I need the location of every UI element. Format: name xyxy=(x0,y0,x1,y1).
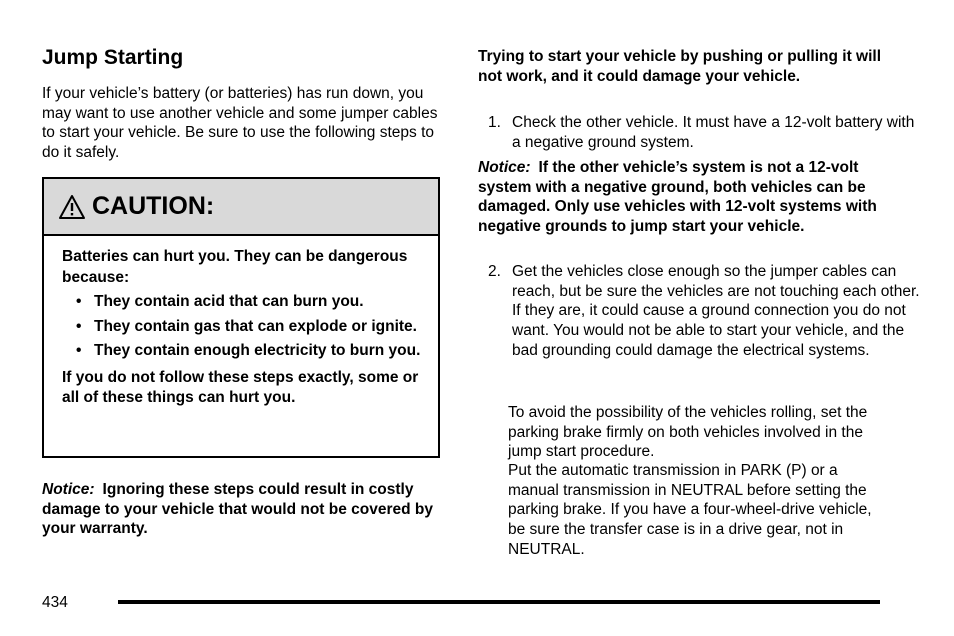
step-number: 2. xyxy=(488,263,501,280)
notice-right-text: If the other vehicle’s system is not a 12-volt system with a negative ground, both vehicles can be damaged. Only use vehicles with 12-volt systems with negative grounds to jump start your vehicle. xyxy=(478,159,877,235)
notice-left-text: Ignoring these steps could result in costly damage to your vehicle that would not be covered by your warranty. xyxy=(42,481,434,537)
footer-rule xyxy=(118,600,880,604)
caution-box xyxy=(42,177,440,458)
notice-label: Notice: xyxy=(42,481,95,498)
caution-closing: If you do not follow these steps exactly, some or all of these things can hurt you. xyxy=(62,368,419,406)
caution-header xyxy=(44,179,438,236)
bullet-icon: • xyxy=(76,342,82,359)
warning-triangle-icon xyxy=(58,194,86,220)
step-2 xyxy=(478,262,922,361)
caution-bullet: • They contain acid that can burn you. xyxy=(62,292,438,313)
caution-bullet: • They contain enough electricity to burn you. xyxy=(62,341,438,362)
caution-bullet-list xyxy=(62,292,438,362)
caution-lead: Batteries can hurt you. They can be dangerous because: xyxy=(62,248,408,286)
notice-left xyxy=(42,480,442,539)
step-2-text: Get the vehicles close enough so the jumper cables can reach, but be sure the vehicles are not touching each other. If they are, it could cause a ground connection you do not want. You would not be able to start your vehicle, and the bad grounding could damage the electrical systems. xyxy=(512,263,920,359)
page-number: 434 xyxy=(42,594,68,611)
notice-label: Notice: xyxy=(478,159,531,176)
push-start-warning: Trying to start your vehicle by pushing or pulling it will not work, and it could damage your vehicle. xyxy=(478,48,882,85)
intro-paragraph: If your vehicle’s battery (or batteries) has run down, you may want to use another vehicle and some jumper cables to start your vehicle. Be sure to use the following steps to do it safely. xyxy=(42,85,438,162)
caution-label: CAUTION: xyxy=(92,192,215,220)
bullet-icon: • xyxy=(76,317,82,335)
caution-body xyxy=(44,236,438,409)
step-number: 1. xyxy=(488,114,501,131)
transmission-paragraph: Put the automatic transmission in PARK (P) or a manual transmission in NEUTRAL before setting the parking brake. If you have a four-wheel-drive vehicle, be sure the transfer case is in a drive gear, not in NEUTRAL. xyxy=(508,462,872,558)
section-heading: Jump Starting xyxy=(42,46,184,69)
step-1 xyxy=(478,113,922,152)
step-1-text: Check the other vehicle. It must have a 12-volt battery with a negative ground system. xyxy=(512,114,915,151)
notice-right xyxy=(478,158,888,236)
bullet-icon: • xyxy=(76,293,82,310)
parking-brake-paragraph: To avoid the possibility of the vehicles rolling, set the parking brake firmly on both vehicles involved in the jump start procedure. xyxy=(508,404,868,461)
caution-bullet: • They contain gas that can explode or ignite. xyxy=(62,317,438,338)
